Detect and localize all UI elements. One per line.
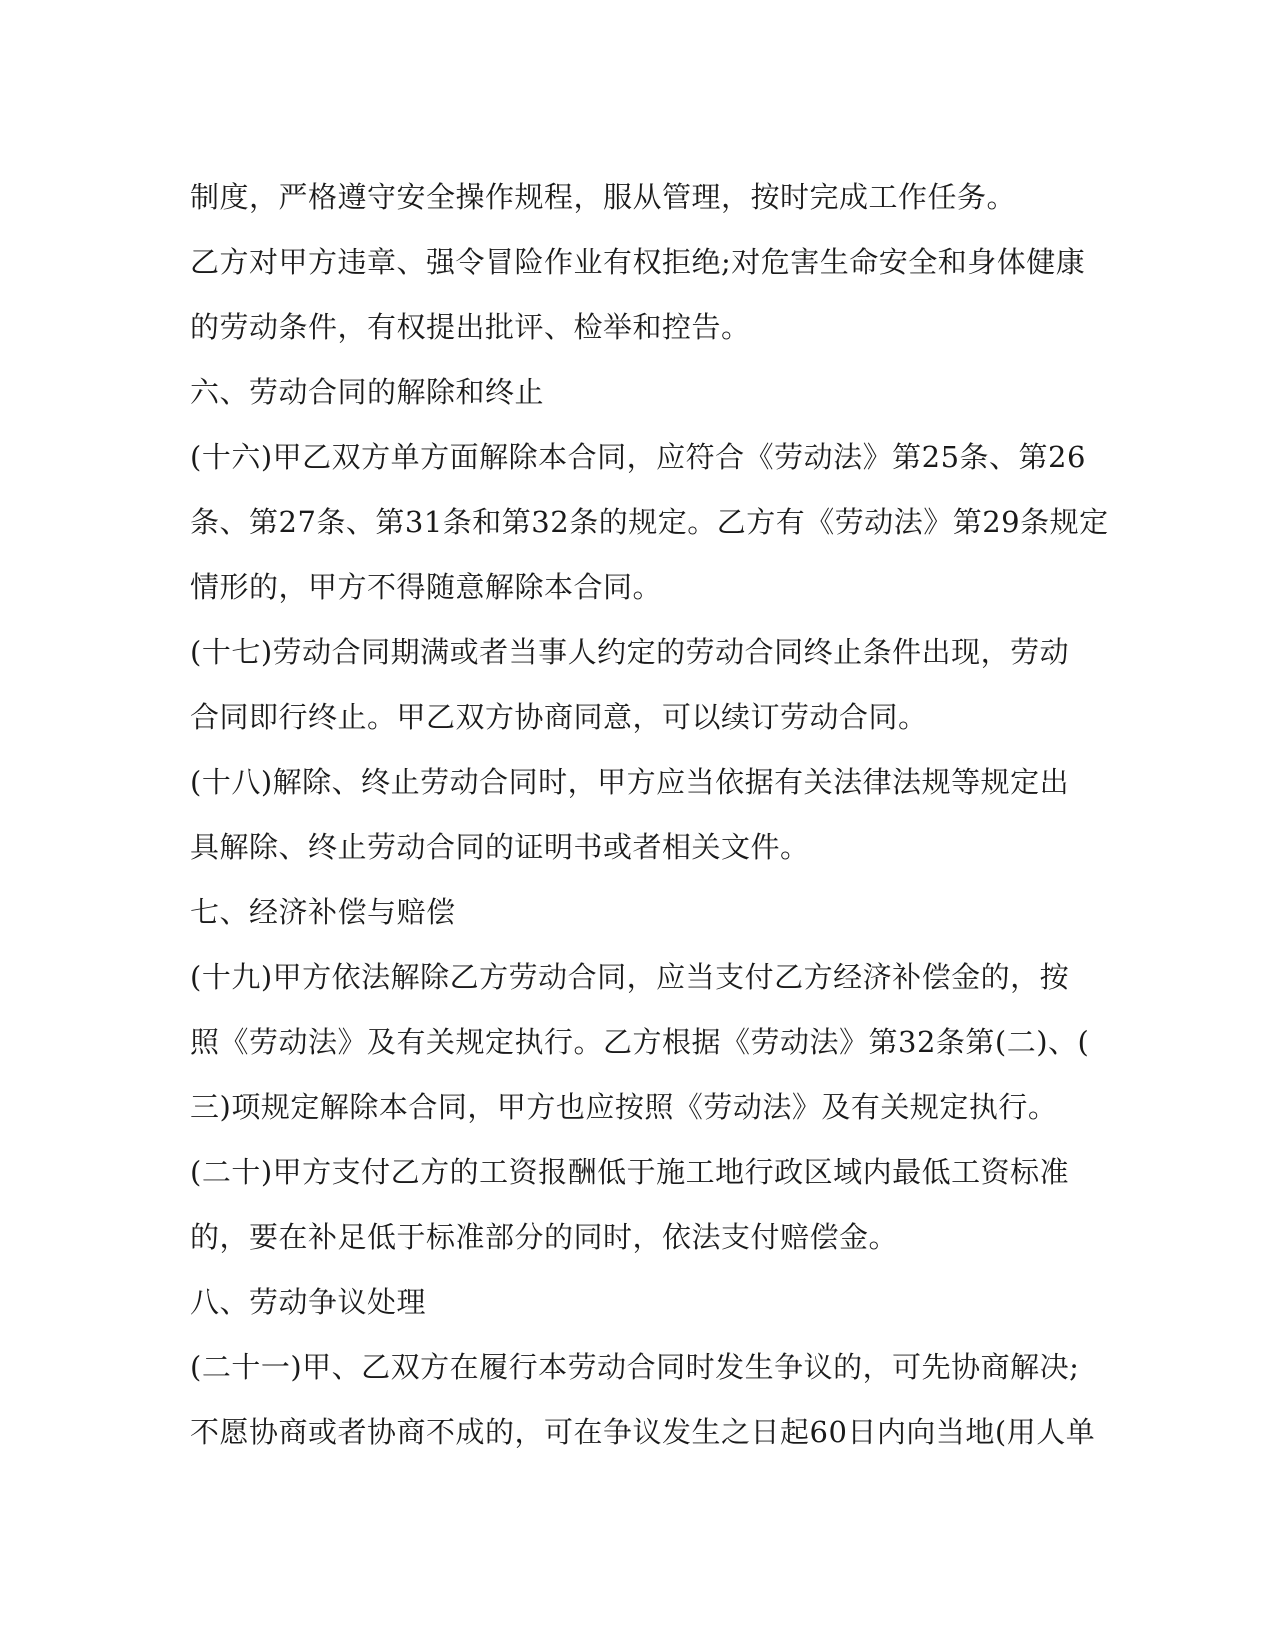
text-line: (二十)甲方支付乙方的工资报酬低于施工地行政区域内最低工资标准 <box>190 1155 1070 1189</box>
section-heading: 八、劳动争议处理 <box>190 1285 427 1319</box>
text-line: 制度，严格遵守安全操作规程，服从管理，按时完成工作任务。 <box>190 180 1017 214</box>
section-heading: 六、劳动合同的解除和终止 <box>190 375 545 409</box>
text-line: (十六)甲乙双方单方面解除本合同，应符合《劳动法》第25条、第26 <box>190 440 1086 474</box>
text-line: (十九)甲方依法解除乙方劳动合同，应当支付乙方经济补偿金的，按 <box>190 960 1070 994</box>
text-line: 情形的，甲方不得随意解除本合同。 <box>190 570 663 604</box>
text-line: 合同即行终止。甲乙双方协商同意，可以续订劳动合同。 <box>190 700 928 734</box>
text-line: 的，要在补足低于标准部分的同时，依法支付赔偿金。 <box>190 1220 899 1254</box>
text-line: 照《劳动法》及有关规定执行。乙方根据《劳动法》第32条第(二)、( <box>190 1025 1090 1059</box>
text-line: 条、第27条、第31条和第32条的规定。乙方有《劳动法》第29条规定 <box>190 505 1109 539</box>
text-line: 乙方对甲方违章、强令冒险作业有权拒绝;对危害生命安全和身体健康 <box>190 245 1086 279</box>
text-line: 的劳动条件，有权提出批评、检举和控告。 <box>190 310 751 344</box>
text-line: (十八)解除、终止劳动合同时，甲方应当依据有关法律法规等规定出 <box>190 765 1070 799</box>
text-line: 三)项规定解除本合同，甲方也应按照《劳动法》及有关规定执行。 <box>190 1090 1058 1124</box>
contract-text <box>190 165 1109 1465</box>
text-line: 具解除、终止劳动合同的证明书或者相关文件。 <box>190 830 810 864</box>
text-line: 不愿协商或者协商不成的，可在争议发生之日起60日内向当地(用人单 <box>190 1415 1096 1449</box>
text-line: (二十一)甲、乙双方在履行本劳动合同时发生争议的，可先协商解决; <box>190 1350 1080 1384</box>
section-heading: 七、经济补偿与赔偿 <box>190 895 456 929</box>
text-line: (十七)劳动合同期满或者当事人约定的劳动合同终止条件出现，劳动 <box>190 635 1070 669</box>
